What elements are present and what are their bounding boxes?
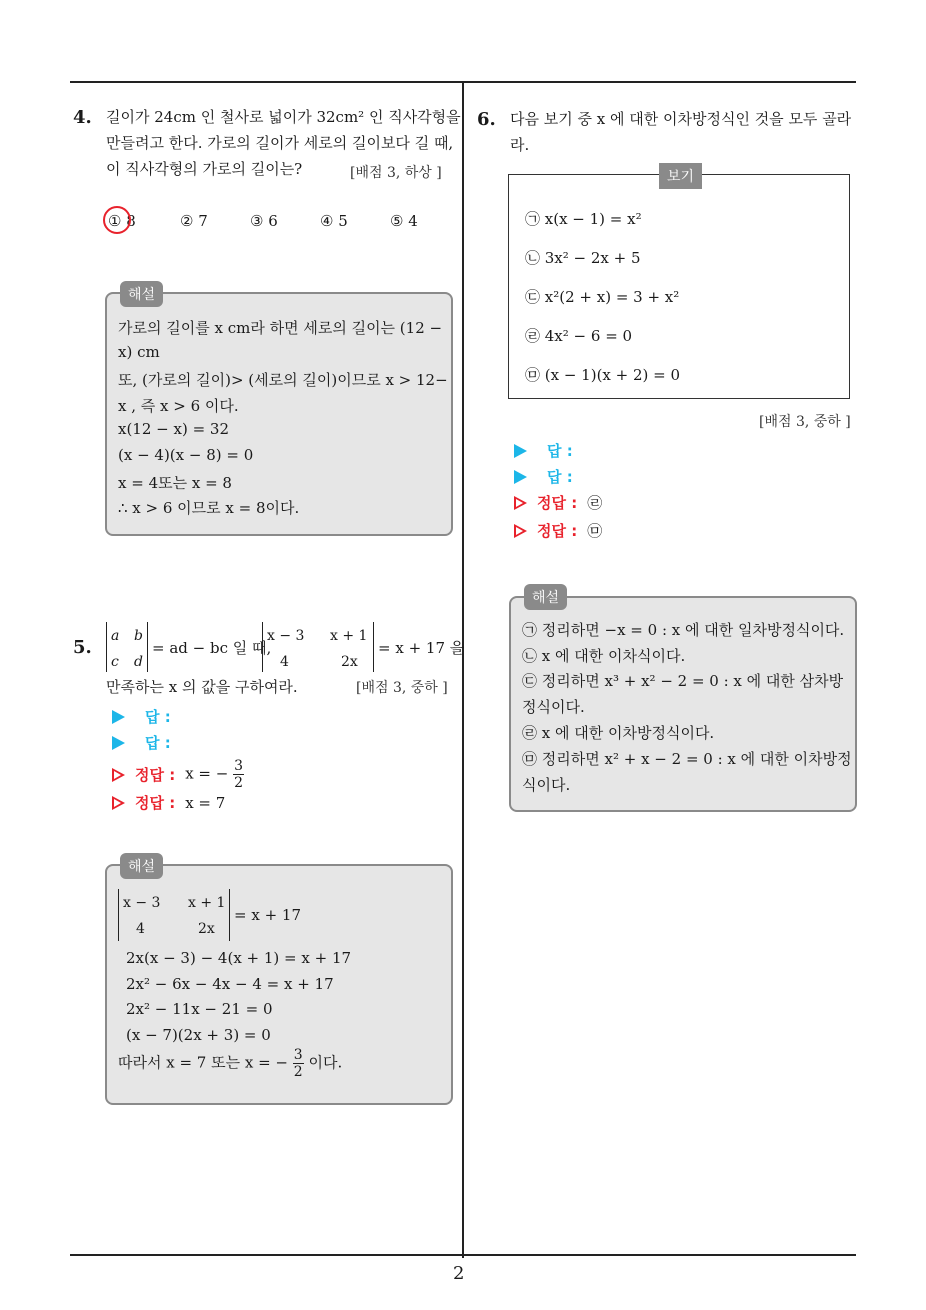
bottom-rule bbox=[70, 1254, 856, 1256]
q5-sol-line: 2x(x − 3) − 4(x + 1) = x + 17 bbox=[126, 949, 352, 967]
bogi-item: ㉠ x(x − 1) = x² bbox=[525, 210, 642, 228]
q5-correct-row-2 bbox=[112, 792, 225, 813]
det-entry: 2x bbox=[198, 921, 215, 937]
conclusion-prefix: 따라서 x = 7 또는 x = − bbox=[118, 1053, 288, 1072]
q6-correct-row-1 bbox=[514, 492, 602, 513]
q6-sol-line: ㉣ x 에 대한 이차방정식이다. bbox=[522, 724, 715, 742]
q5-eq1: = ad − bc 일 때, bbox=[152, 639, 272, 657]
q5-number: 5. bbox=[73, 637, 92, 658]
q5-line2: 만족하는 x 의 값을 구하여라. bbox=[106, 678, 298, 696]
q5-correct-row-1 bbox=[112, 758, 244, 791]
arrow-icon bbox=[112, 710, 125, 724]
conclusion-suffix: 이다. bbox=[308, 1053, 343, 1072]
fraction bbox=[293, 1047, 304, 1080]
q4-choice-2[interactable]: ② 7 bbox=[180, 212, 208, 230]
correct-value: ㉣ bbox=[587, 494, 603, 512]
q5-eq2: = x + 17 을 bbox=[378, 639, 465, 657]
bogi-item: ㉡ 3x² − 2x + 5 bbox=[525, 249, 641, 267]
correct-label: 정답 : bbox=[135, 766, 176, 784]
correct-value: x = 7 bbox=[185, 793, 226, 812]
q4-sol-line: x = 4또는 x = 8 bbox=[118, 474, 232, 492]
det-entry: x − 3 bbox=[123, 895, 161, 911]
q6-sol-line: ㉢ 정리하면 x³ + x² − 2 = 0 : x 에 대한 삼차방 bbox=[522, 672, 844, 690]
q4-meta: [배점 3, 하상 ] bbox=[350, 165, 442, 181]
q6-line1: 다음 보기 중 x 에 대한 이차방정식인 것을 모두 골라 bbox=[510, 110, 852, 128]
q6-number: 6. bbox=[477, 109, 496, 130]
arrow-icon bbox=[112, 736, 125, 750]
q6-sol-line: ㉠ 정리하면 −x = 0 : x 에 대한 일차방정식이다. bbox=[522, 621, 845, 639]
bogi-item: ㉣ 4x² − 6 = 0 bbox=[525, 327, 633, 345]
q6-meta: [배점 3, 중하 ] bbox=[759, 414, 851, 430]
det-entry: d bbox=[134, 654, 143, 670]
q4-line1: 길이가 24cm 인 철사로 넓이가 32cm² 인 직사각형을 bbox=[106, 108, 461, 126]
correct-prefix: x = − bbox=[185, 764, 229, 783]
q5-answer-row-2[interactable] bbox=[112, 732, 171, 753]
q4-choice-1[interactable]: ① 8 bbox=[108, 212, 136, 230]
fraction-den: 2 bbox=[293, 1064, 303, 1080]
q4-line2: 만들려고 한다. 가로의 길이가 세로의 길이보다 길 때, bbox=[106, 134, 454, 152]
det-entry: x − 3 bbox=[267, 628, 305, 644]
outline-arrow-icon bbox=[514, 524, 527, 538]
det-entry: c bbox=[111, 654, 119, 670]
outline-arrow-icon bbox=[112, 768, 125, 782]
fraction-den: 2 bbox=[234, 775, 244, 791]
det-entry: 2x bbox=[341, 654, 358, 670]
arrow-icon bbox=[514, 444, 527, 458]
q5-answer-row-1[interactable] bbox=[112, 706, 171, 727]
q4-choice-4[interactable]: ④ 5 bbox=[320, 212, 348, 230]
answer-label: 답 : bbox=[547, 442, 573, 460]
q5-sol-line: (x − 7)(2x + 3) = 0 bbox=[126, 1026, 271, 1044]
correct-label: 정답 : bbox=[537, 494, 578, 512]
bogi-item: ㉢ x²(2 + x) = 3 + x² bbox=[525, 288, 680, 306]
column-divider bbox=[462, 83, 464, 1258]
arrow-icon bbox=[514, 470, 527, 484]
det-entry: a bbox=[111, 628, 120, 644]
q5-sol-line: 2x² − 11x − 21 = 0 bbox=[126, 1000, 273, 1018]
q4-solution-tag: 해설 bbox=[120, 281, 163, 307]
answer-label: 답 : bbox=[145, 708, 171, 726]
fraction-num: 3 bbox=[293, 1047, 303, 1063]
det-entry: 4 bbox=[280, 654, 289, 670]
q6-sol-line: ㉡ x 에 대한 이차식이다. bbox=[522, 647, 686, 665]
correct-value bbox=[185, 758, 244, 791]
q4-line3: 이 직사각형의 가로의 길이는? bbox=[106, 160, 303, 178]
q5-solution-tag: 해설 bbox=[120, 853, 163, 879]
bogi-item: ㉤ (x − 1)(x + 2) = 0 bbox=[525, 366, 681, 384]
q6-answer-row-1[interactable] bbox=[514, 440, 573, 461]
q5-sol-conclusion bbox=[118, 1047, 342, 1080]
bogi-tag: 보기 bbox=[659, 163, 702, 189]
q6-sol-line: ㉤ 정리하면 x² + x − 2 = 0 : x 에 대한 이차방정 bbox=[522, 750, 852, 768]
q4-sol-line: ∴ x > 6 이므로 x = 8이다. bbox=[118, 499, 300, 517]
q6-sol-line: 정식이다. bbox=[522, 698, 585, 716]
q4-sol-line: (x − 4)(x − 8) = 0 bbox=[118, 446, 254, 464]
outline-arrow-icon bbox=[112, 796, 125, 810]
correct-value: ㉤ bbox=[587, 522, 603, 540]
q5-sol-line: 2x² − 6x − 4x − 4 = x + 17 bbox=[126, 975, 334, 993]
q4-sol-line: x) cm bbox=[118, 343, 160, 361]
q6-correct-row-2 bbox=[514, 520, 602, 541]
correct-label: 정답 : bbox=[537, 522, 578, 540]
q6-answer-row-2[interactable] bbox=[514, 466, 573, 487]
correct-label: 정답 : bbox=[135, 794, 176, 812]
det-entry: x + 1 bbox=[330, 628, 368, 644]
page-number: 2 bbox=[453, 1263, 465, 1284]
fraction-num: 3 bbox=[234, 758, 244, 774]
answer-label: 답 : bbox=[547, 468, 573, 486]
q4-choice-5[interactable]: ⑤ 4 bbox=[390, 212, 418, 230]
det-entry: 4 bbox=[136, 921, 145, 937]
q4-sol-line: 또, (가로의 길이)> (세로의 길이)이므로 x > 12− bbox=[118, 371, 448, 389]
q5-sol-eq: = x + 17 bbox=[234, 906, 301, 924]
q4-sol-line: x(12 − x) = 32 bbox=[118, 420, 230, 438]
q4-choice-3[interactable]: ③ 6 bbox=[250, 212, 278, 230]
q6-sol-line: 식이다. bbox=[522, 776, 571, 794]
fraction bbox=[233, 758, 244, 791]
answer-label: 답 : bbox=[145, 734, 171, 752]
q4-sol-line: x , 즉 x > 6 이다. bbox=[118, 397, 239, 415]
det-entry: b bbox=[134, 628, 143, 644]
q6-line2: 라. bbox=[510, 136, 530, 154]
q5-meta: [배점 3, 중하 ] bbox=[356, 680, 448, 696]
selected-answer-mark bbox=[103, 206, 131, 234]
q4-sol-line: 가로의 길이를 x cm라 하면 세로의 길이는 (12 − bbox=[118, 319, 443, 337]
q6-solution-tag: 해설 bbox=[524, 584, 567, 610]
outline-arrow-icon bbox=[514, 496, 527, 510]
q4-number: 4. bbox=[73, 107, 92, 128]
det-entry: x + 1 bbox=[188, 895, 226, 911]
